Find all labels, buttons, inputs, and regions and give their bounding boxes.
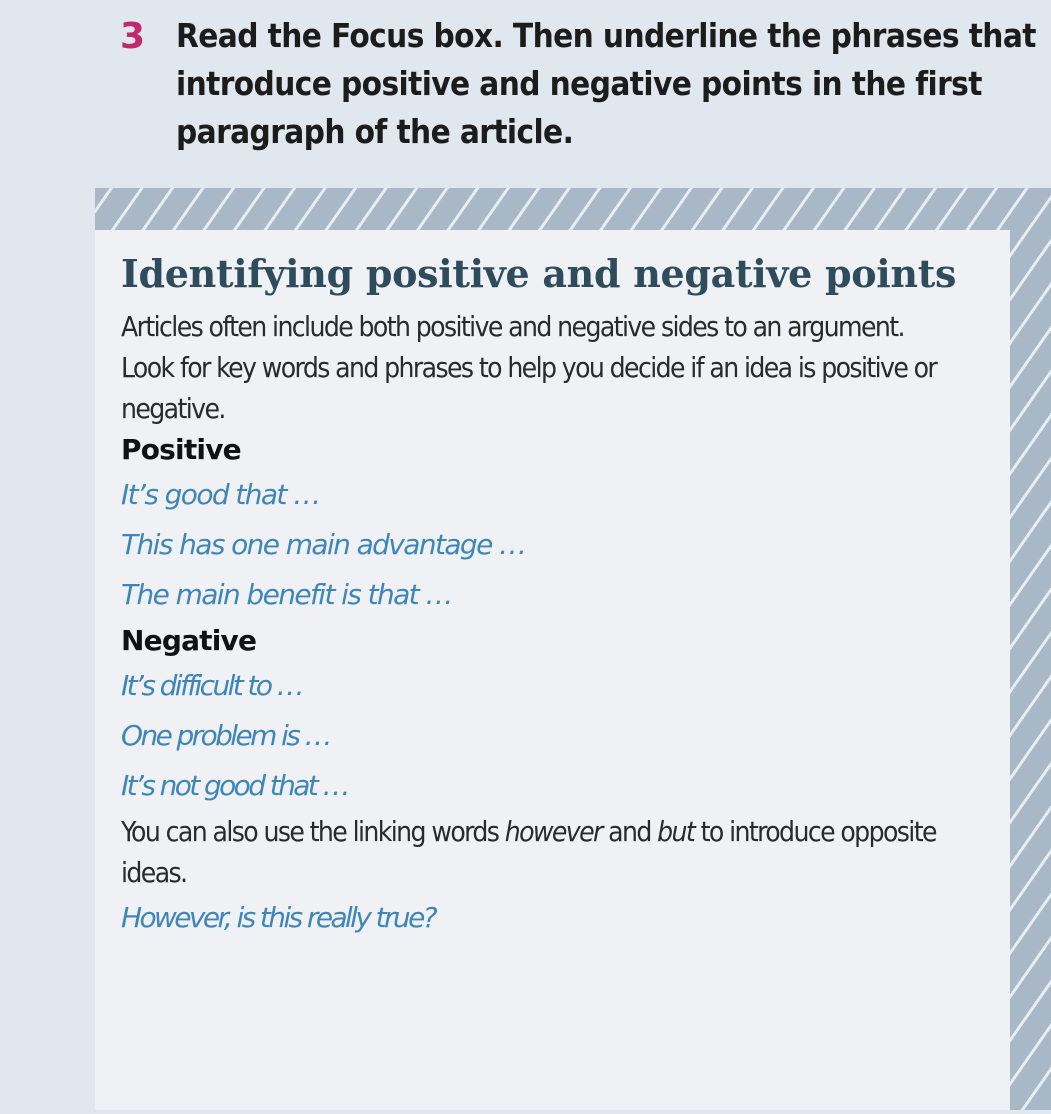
negative-phrase: It’s difficult to …: [121, 669, 303, 702]
negative-heading: Negative: [121, 624, 257, 657]
example-sentence: However, is this really true?: [121, 901, 435, 934]
focus-box: [95, 188, 1051, 1110]
negative-phrase: It’s not good that …: [121, 769, 348, 802]
intro-paragraph: Look for key words and phrases to help you decide if an idea is positive or negative.: [121, 351, 937, 425]
linking-note-middle: and: [601, 815, 658, 848]
intro-paragraph: Articles often include both positive and negative sides to an argument.: [121, 310, 904, 343]
exercise-instruction: Read the Focus box. Then underline the phrases that introduce positive and negative points in the first paragraph of the article.: [176, 16, 1036, 151]
positive-phrase: It’s good that …: [121, 478, 320, 511]
positive-heading: Positive: [121, 433, 241, 466]
linking-word-but: but: [657, 815, 695, 848]
positive-phrase: The main benefit is that …: [121, 578, 452, 611]
positive-phrase: This has one main advantage …: [121, 528, 526, 561]
exercise-number: 3: [120, 16, 146, 57]
linking-words-note: [121, 811, 986, 893]
linking-note-after: to introduce opposite ideas.: [121, 815, 936, 889]
negative-phrase: One problem is …: [121, 719, 330, 752]
focus-box-panel: [95, 230, 1010, 1110]
linking-note-before: You can also use the linking words: [121, 815, 505, 848]
linking-word-however: however: [504, 815, 602, 848]
focus-box-title: Identifying positive and negative points: [121, 251, 957, 296]
